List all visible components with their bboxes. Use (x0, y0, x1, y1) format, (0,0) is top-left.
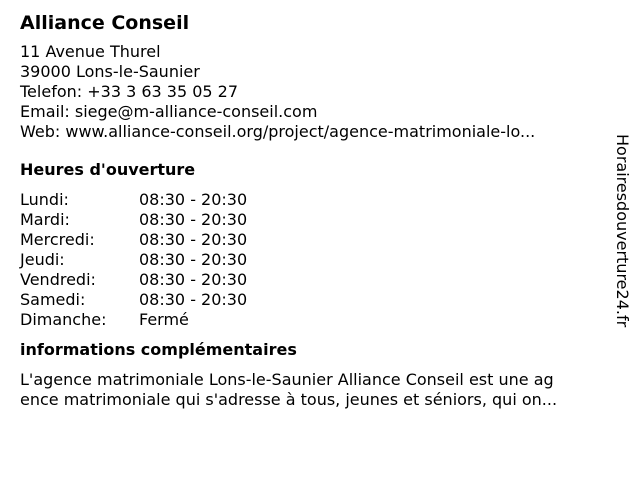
hours-time: 08:30 - 20:30 (139, 250, 248, 269)
info-description (20, 370, 610, 410)
hours-time: Fermé (139, 310, 189, 329)
info-title: informations complémentaires (20, 340, 297, 359)
business-card (20, 10, 610, 410)
hours-day: Mercredi: (20, 230, 95, 249)
hours-row-monday (20, 190, 610, 210)
site-watermark: Horairesdouverture24.fr (613, 134, 632, 328)
hours-day: Mardi: (20, 210, 70, 229)
hours-title: Heures d'ouverture (20, 160, 196, 179)
hours-row-thursday (20, 250, 610, 270)
hours-time: 08:30 - 20:30 (139, 290, 248, 309)
hours-time: 08:30 - 20:30 (139, 270, 248, 289)
hours-row-friday (20, 270, 610, 290)
hours-time: 08:30 - 20:30 (139, 230, 248, 249)
address-street: 11 Avenue Thurel (20, 42, 161, 61)
address-city: 39000 Lons-le-Saunier (20, 62, 200, 81)
info-description-line: ence matrimoniale qui s'adresse à tous, jeunes et séniors, qui on... (20, 390, 558, 409)
hours-row-wednesday (20, 230, 610, 250)
hours-row-tuesday (20, 210, 610, 230)
hours-time: 08:30 - 20:30 (139, 210, 248, 229)
hours-time: 08:30 - 20:30 (139, 190, 248, 209)
hours-day: Vendredi: (20, 270, 96, 289)
hours-row-sunday (20, 310, 610, 330)
email-line: Email: siege@m-alliance-conseil.com (20, 102, 318, 121)
hours-day: Lundi: (20, 190, 69, 209)
hours-day: Jeudi: (20, 250, 65, 269)
info-description-line: L'agence matrimoniale Lons-le-Saunier Alliance Conseil est une ag (20, 370, 554, 389)
hours-day: Samedi: (20, 290, 86, 309)
business-name: Alliance Conseil (20, 12, 190, 34)
phone-line: Telefon: +33 3 63 35 05 27 (20, 82, 239, 101)
hours-row-saturday (20, 290, 610, 310)
web-line: Web: www.alliance-conseil.org/project/agence-matrimoniale-lo... (20, 122, 536, 141)
hours-day: Dimanche: (20, 310, 107, 329)
